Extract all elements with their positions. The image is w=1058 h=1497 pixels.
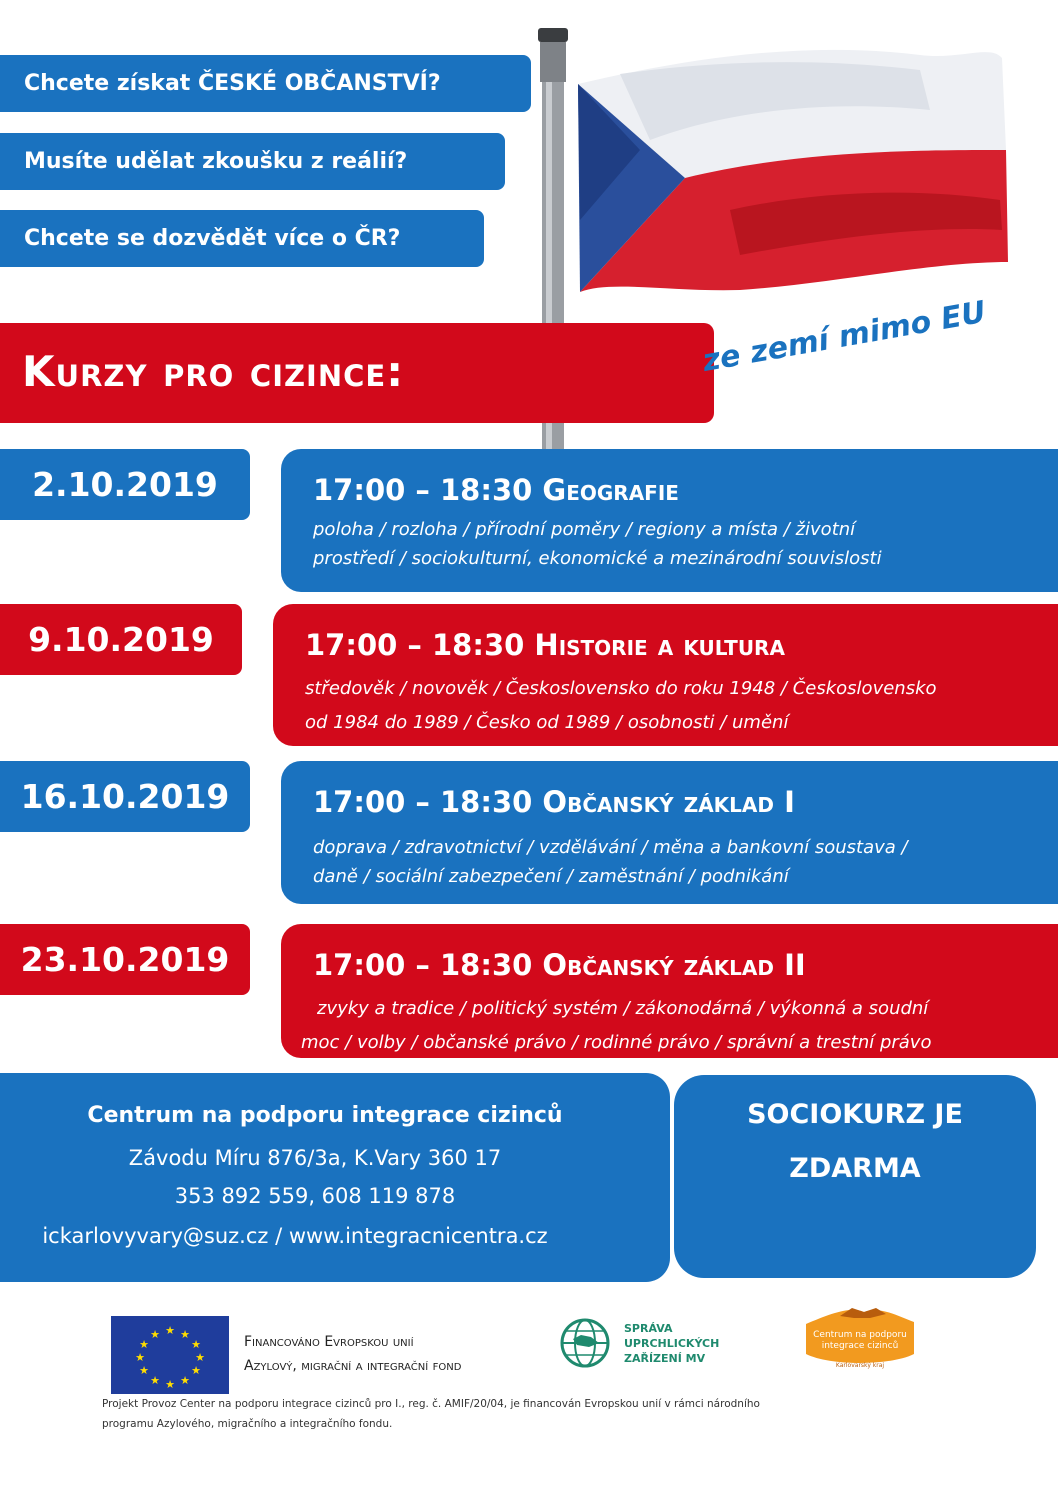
svg-text:★: ★ xyxy=(191,1338,201,1351)
suz-globe-icon xyxy=(559,1317,611,1369)
suz-line-2: UPRCHLICKÝCH xyxy=(624,1337,720,1350)
svg-text:★: ★ xyxy=(135,1351,145,1364)
course-topic-3: Občanský základ I xyxy=(542,785,795,819)
question-exam-text: Musíte udělat zkoušku z reálií? xyxy=(24,149,408,174)
svg-text:★: ★ xyxy=(165,1378,175,1391)
course-date-1-text: 2.10.2019 xyxy=(32,465,218,504)
course-desc-2b: od 1984 do 1989 / Česko od 1989 / osobnosti / umění xyxy=(305,712,789,733)
center-logo-line-1: Centrum na podporu xyxy=(813,1330,907,1340)
course-date-2 xyxy=(0,604,242,675)
course-desc-4b: moc / volby / občanské právo / rodinné právo / správní a trestní právo xyxy=(301,1032,932,1053)
center-logo-line-2: integrace cizinců xyxy=(821,1341,899,1351)
course-title-4 xyxy=(313,948,806,982)
suz-line-3: ZAŘÍZENÍ MV xyxy=(624,1352,706,1365)
course-card-3 xyxy=(281,761,1058,904)
question-citizenship-text: Chcete získat ČESKÉ OBČANSTVÍ? xyxy=(24,71,441,96)
course-date-1 xyxy=(0,449,250,520)
banner-subtitle: ze zemí mimo EU xyxy=(699,294,989,379)
courses-banner xyxy=(0,323,714,423)
course-topic-4: Občanský základ II xyxy=(542,948,806,982)
eu-flag-logo xyxy=(111,1316,229,1394)
svg-text:★: ★ xyxy=(139,1364,149,1377)
contact-web: ickarlovyvary@suz.cz / www.integracnicentra.cz xyxy=(42,1224,548,1248)
course-time-4: 17:00 – 18:30 xyxy=(313,948,543,982)
project-footnote-line-1: Projekt Provoz Center na podporu integrace cizinců pro I., reg. č. AMIF/20/04, je financován Evropskou unií v rámci národního xyxy=(102,1398,760,1410)
course-title-2 xyxy=(305,628,785,662)
contact-phones: 353 892 559, 608 119 878 xyxy=(174,1184,456,1208)
free-line-2: ZDARMA xyxy=(789,1153,921,1184)
banner-title: Kurzy pro cizince: xyxy=(22,347,404,396)
question-citizenship xyxy=(0,55,531,112)
svg-text:★: ★ xyxy=(165,1324,175,1337)
free-line-1: SOCIOKURZ JE xyxy=(747,1099,963,1130)
suz-line-1: SPRÁVA xyxy=(624,1322,673,1335)
course-title-1 xyxy=(313,473,679,507)
eu-funding-line-1: Financováno Evropskou unií xyxy=(244,1334,414,1350)
course-desc-2a: středověk / novověk / Československo do roku 1948 / Československo xyxy=(305,678,937,699)
course-card-2 xyxy=(273,604,1058,746)
svg-text:★: ★ xyxy=(180,1374,190,1387)
course-date-3-text: 16.10.2019 xyxy=(20,777,230,816)
svg-text:★: ★ xyxy=(150,1374,160,1387)
course-card-1 xyxy=(281,449,1058,592)
course-desc-1b: prostředí / sociokulturní, ekonomické a mezinárodní souvislosti xyxy=(313,548,882,569)
center-logo-line-3: Karlovarský kraj xyxy=(835,1362,885,1369)
contact-box xyxy=(0,1073,670,1282)
course-desc-3b: daně / sociální zabezpečení / zaměstnání / podnikání xyxy=(313,866,789,887)
course-date-2-text: 9.10.2019 xyxy=(28,620,214,659)
eu-funding-line-2: Azylový, migrační a integrační fond xyxy=(244,1358,462,1374)
svg-text:★: ★ xyxy=(191,1364,201,1377)
course-topic-2: Historie a kultura xyxy=(534,628,785,662)
course-card-4 xyxy=(281,924,1058,1058)
svg-text:★: ★ xyxy=(150,1328,160,1341)
course-time-1: 17:00 – 18:30 xyxy=(313,473,543,507)
question-exam xyxy=(0,133,505,190)
question-more-info xyxy=(0,210,484,267)
project-footnote-line-2: programu Azylového, migračního a integračního fondu. xyxy=(102,1418,393,1430)
course-time-3: 17:00 – 18:30 xyxy=(313,785,543,819)
course-desc-1a: poloha / rozloha / přírodní poměry / regiony a místa / životní xyxy=(313,519,856,540)
course-title-3 xyxy=(313,785,795,819)
course-desc-4a: zvyky a tradice / politický systém / zákonodárná / výkonná a soudní xyxy=(317,998,929,1019)
course-date-4 xyxy=(0,924,250,995)
svg-text:★: ★ xyxy=(195,1351,205,1364)
contact-org: Centrum na podporu integrace cizinců xyxy=(87,1103,563,1128)
svg-text:★: ★ xyxy=(139,1338,149,1351)
contact-address: Závodu Míru 876/3a, K.Vary 360 17 xyxy=(128,1146,502,1170)
course-date-4-text: 23.10.2019 xyxy=(20,940,230,979)
course-desc-3a: doprava / zdravotnictví / vzdělávání / měna a bankovní soustava / xyxy=(313,837,908,858)
course-topic-1: Geografie xyxy=(542,473,679,507)
question-more-info-text: Chcete se dozvědět více o ČR? xyxy=(24,226,401,251)
free-course-box xyxy=(674,1075,1036,1278)
course-time-2: 17:00 – 18:30 xyxy=(305,628,535,662)
course-date-3 xyxy=(0,761,250,832)
svg-text:★: ★ xyxy=(180,1328,190,1341)
